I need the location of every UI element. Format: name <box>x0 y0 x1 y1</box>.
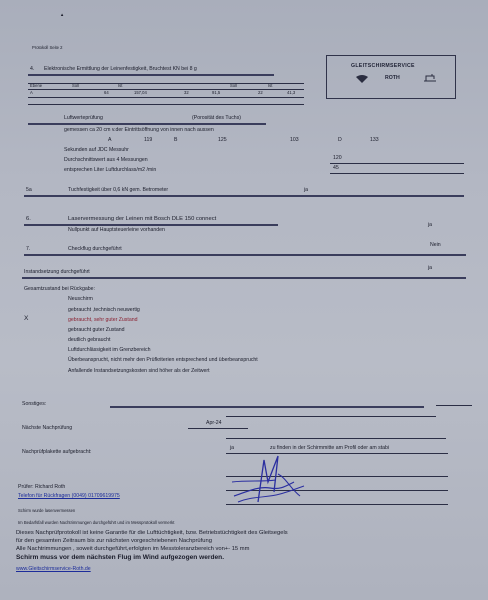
gesamt-item-selected: gebraucht, sehr guter Zustand <box>68 317 138 323</box>
section7-number: 7. <box>26 246 31 252</box>
luft-col: B <box>174 137 178 143</box>
table-rule <box>28 97 304 98</box>
instand-text: Instandsetzung durchgeführt <box>24 269 90 275</box>
luft-liter-value: 45 <box>333 165 339 171</box>
plakette-note: zu finden in der Schirmmitte am Profil oder am stabi <box>270 445 390 451</box>
table-cell: A <box>30 90 33 95</box>
section4-number: 4. <box>30 66 35 72</box>
gesamt-item: Neuschirm <box>68 296 93 302</box>
luft-liter-label: entsprechen Liter Luftdurchlass/m2 /min <box>64 167 157 173</box>
divider <box>24 224 278 226</box>
sewing-machine-icon <box>423 73 437 83</box>
disclaimer-line1: Dieses Nachprüfprotokoll ist keine Garantie für die Lufttüchtigkeit, bzw. Betriebstüchtigkeit des Gleitsegels <box>16 530 288 536</box>
luft-label: Luftwerteprüfung <box>64 115 103 121</box>
naechste-label: Nächste Nachprüfung <box>22 425 73 431</box>
disclaimer-line3: Alle Nachtrimmungen , soweit durchgeführt,erfolgten im Messtoleranzbereich von+- 15 mm <box>16 546 250 552</box>
section5-value: ja <box>304 187 309 193</box>
luft-durchschnitt-value: 120 <box>333 155 342 161</box>
divider <box>24 254 466 256</box>
divider <box>22 277 466 279</box>
disclaimer-line2: für den gesamten Zeitraum bis zur nächsten vorgeschriebenen Nachprüfung <box>16 538 212 544</box>
gesamt-item: Überbeansprucht, nicht mehr den Prüfkriterien entsprechend und überbeansprucht <box>68 357 258 363</box>
luft-col: A <box>108 137 112 143</box>
table-cell: 91,5 <box>212 90 221 95</box>
divider <box>226 438 446 439</box>
telefon-label: Telefon für Rückfragen (0049) 01709619975 <box>18 493 120 499</box>
section7-value: Nein <box>430 242 441 248</box>
section6-number: 6. <box>26 216 31 222</box>
logo-line2: ROTH <box>385 75 400 81</box>
section4-title: Elektronische Ermittlung der Leinenfestigkeit, Bruchtest KN bei 8 g <box>44 66 197 72</box>
company-logo <box>326 55 456 99</box>
luft-col: 103 <box>290 137 299 143</box>
table-rule <box>28 83 304 84</box>
divider <box>330 163 464 164</box>
section6-text: Laservermessung der Leinen mit Bosch DLE 150 connect <box>68 216 217 222</box>
table-cell: 64 <box>104 90 109 95</box>
divider <box>188 428 248 429</box>
divider <box>110 406 424 408</box>
section6-sub: Nullpunkt auf Hauptsteuerleine vorhanden <box>68 227 165 233</box>
table-cell: 41,3 <box>287 90 296 95</box>
table-cell: 157,04 <box>134 90 147 95</box>
naechste-value: Apr-24 <box>206 420 222 426</box>
luft-col: 119 <box>144 137 153 143</box>
section5-text: Tuchfestigkeit über 0,6 kN gem. Betrometer <box>68 187 169 193</box>
luft-porositaet: (Porosität des Tuchs) <box>192 115 242 121</box>
divider <box>436 405 472 406</box>
plakette-value: ja <box>230 445 235 451</box>
gesamt-item: Luftdurchlässigkeit im Grenzbereich <box>68 347 151 353</box>
table-header-ebene: Ebene <box>30 83 43 88</box>
section5-number: 5a <box>26 187 32 193</box>
gesamt-mark: X <box>24 315 29 322</box>
footnote-laser: Schirm wurde lasenvermessen <box>18 508 76 513</box>
plakette-label: Nachprüfplakette aufgebracht: <box>22 449 92 455</box>
corner-mark: ▲ <box>60 12 65 17</box>
table-cell: 22 <box>258 90 263 95</box>
website-link[interactable]: www.Gleitschirmservice-Roth.de <box>16 566 91 572</box>
table-header-soll: Soll <box>72 83 79 88</box>
table-rule <box>28 104 304 105</box>
luft-durchschnitt-label: Durchschnittswert aus 4 Messungen <box>64 157 148 163</box>
paraglider-icon <box>355 74 369 84</box>
section7-text: Checkflug durchgeführt <box>68 246 122 252</box>
luft-col: 125 <box>218 137 227 143</box>
table-header-ist2: Ist <box>268 83 273 88</box>
luft-sekunden: Sekunden auf JDC Messuhr <box>64 147 129 153</box>
gesamt-item: gebraucht ,technisch neuwertig <box>68 307 140 313</box>
gesamt-item: gebraucht guter Zustand <box>68 327 125 333</box>
gesamt-item: Anfallende Instandsetzungskosten sind höher als der Zeitwert <box>68 368 210 374</box>
divider <box>28 74 274 76</box>
protokoll-seite: Protokoll Seite 2 <box>32 45 63 50</box>
section6-value: ja <box>428 222 433 228</box>
gesamt-title: Gesamtzustand bei Rückgabe: <box>24 286 95 292</box>
luft-col: 133 <box>370 137 379 143</box>
divider <box>28 123 266 125</box>
luft-gemessen: gemessen ca 20 cm v.der Eintrittsöffnung von innen nach aussen <box>64 127 214 133</box>
divider <box>330 173 464 174</box>
pruefer-label: Prüfer: Richard Roth <box>18 484 66 490</box>
footnote-bedarf: Im Bedarfsfall wurden Nachtrimmungen durchgeführt und im Messprotokoll vermerkt <box>18 520 175 525</box>
signature <box>228 452 308 508</box>
gesamt-item: deutlich gebraucht <box>68 337 111 343</box>
divider <box>24 195 464 197</box>
table-header-ist: Ist <box>118 83 123 88</box>
luft-col: D <box>338 137 342 143</box>
table-header-soll2: Soll <box>230 83 237 88</box>
disclaimer-warning: Schirm muss vor dem nächsten Flug im Wind aufgezogen werden. <box>16 554 225 561</box>
logo-line1: GLEITSCHIRMSERVICE <box>351 63 415 69</box>
table-cell: 32 <box>184 90 189 95</box>
instand-value: ja <box>428 265 433 271</box>
sonstiges-label: Sonstiges: <box>22 401 47 407</box>
divider <box>226 416 436 417</box>
